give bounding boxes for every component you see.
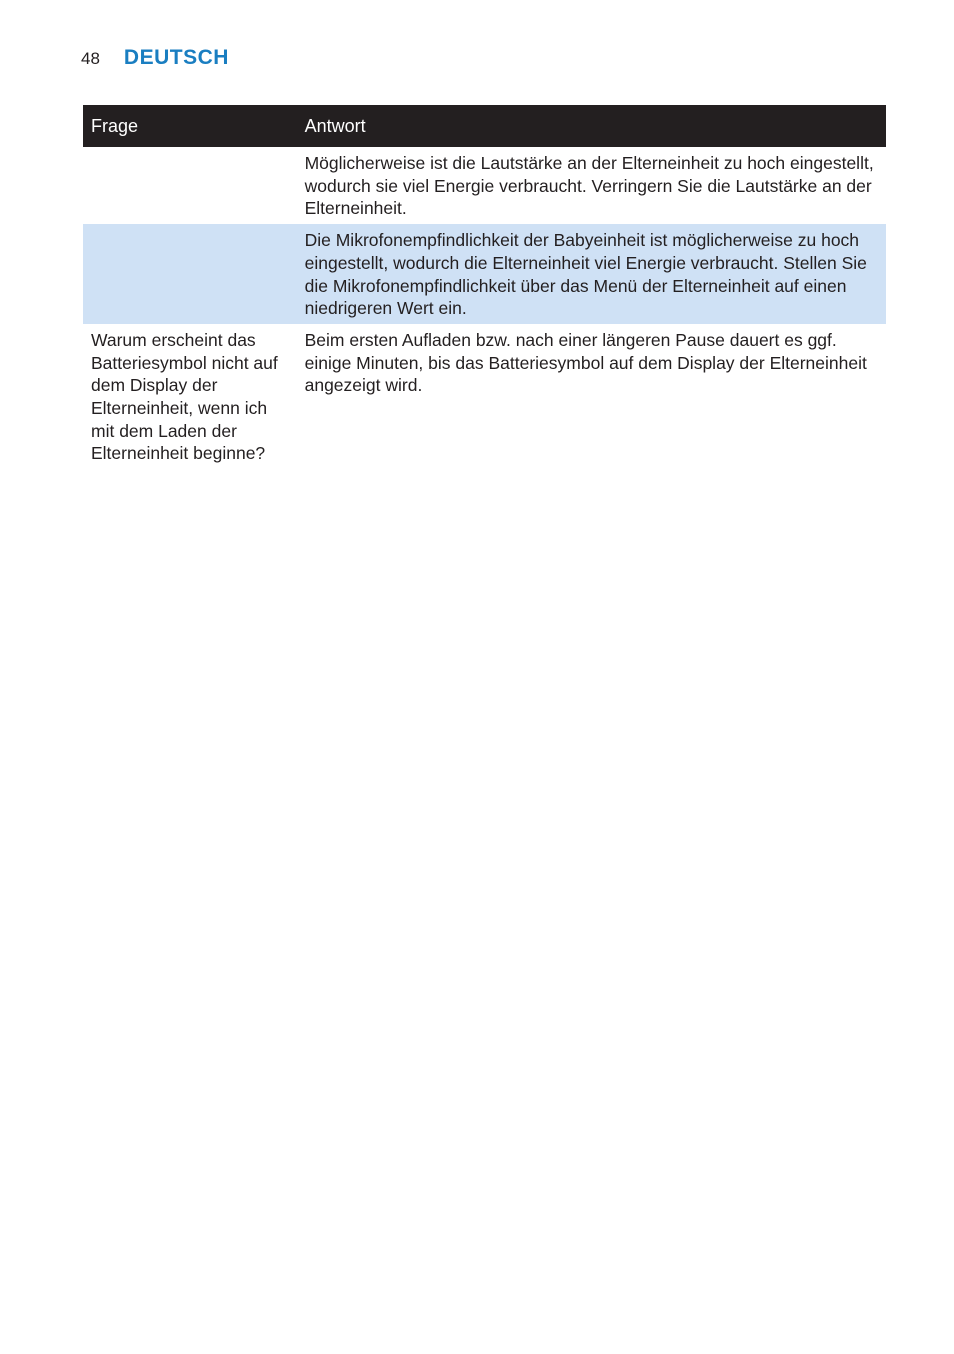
question-cell: [83, 147, 297, 224]
answer-cell: Die Mikrofonempfindlichkeit der Babyeinheit ist möglicherweise zu hoch eingestellt, wodurch die Elterneinheit viel Energie verbraucht. Stellen Sie die Mikrofonempfindlichkeit über das Menü der Elterneinheit auf einen niedrigeren Wert ein.: [297, 224, 886, 324]
faq-table: [83, 105, 886, 469]
page-header: [81, 46, 229, 70]
section-title: DEUTSCH: [123, 46, 229, 69]
table-row: [83, 224, 886, 324]
table-row: [83, 147, 886, 224]
question-cell: [83, 224, 297, 324]
page-number: 48: [81, 49, 100, 68]
column-header-answer: Antwort: [297, 105, 886, 147]
table-row: [83, 324, 886, 469]
column-header-question: Frage: [83, 105, 297, 147]
table-header-row: [83, 105, 886, 147]
answer-cell: Möglicherweise ist die Lautstärke an der Elterneinheit zu hoch eingestellt, wodurch sie viel Energie verbraucht. Verringern Sie die Lautstärke an der Elterneinheit.: [304, 153, 874, 219]
answer-cell: Beim ersten Aufladen bzw. nach einer längeren Pause dauert es ggf. einige Minuten, bis das Batteriesymbol auf dem Display der Elterneinheit angezeigt wird.: [304, 329, 867, 396]
question-cell: Warum erscheint das Batteriesymbol nicht auf dem Display der Elterneinheit, wenn ich mit dem Laden der Elterneinheit beginne?: [91, 329, 278, 464]
